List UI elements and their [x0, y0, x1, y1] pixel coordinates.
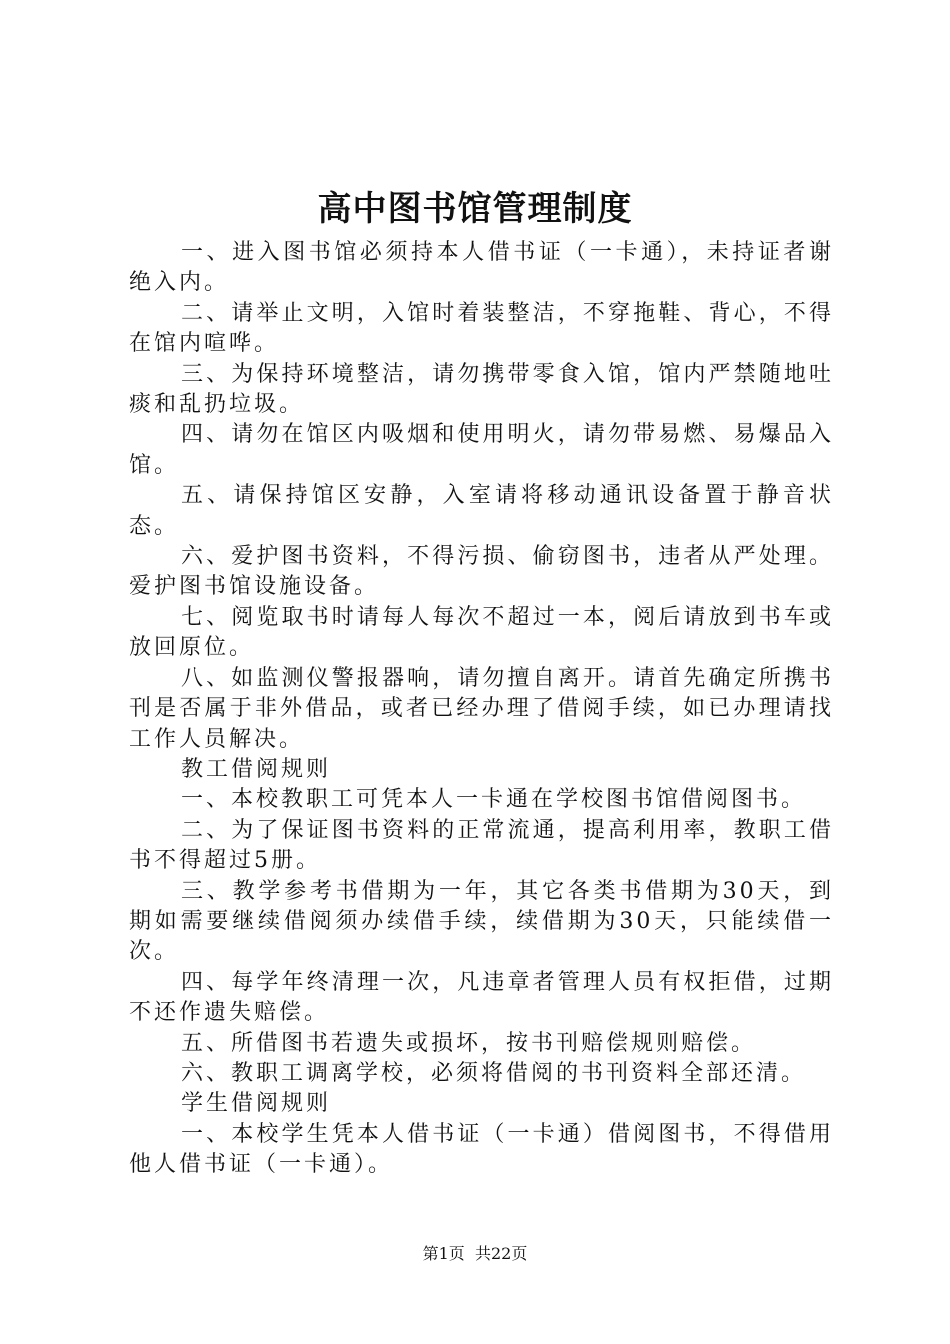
paragraph: 一、进入图书馆必须持本人借书证（一卡通），未持证者谢绝入内。 — [129, 240, 834, 296]
paragraph: 七、阅览取书时请每人每次不超过一本，阅后请放到书车或放回原位。 — [129, 604, 834, 661]
document-title: 高中图书馆管理制度 — [317, 189, 633, 229]
page-number: 第1页 — [422, 1244, 465, 1263]
paragraph: 五、所借图书若遗失或损坏，按书刊赔偿规则赔偿。 — [181, 1030, 757, 1056]
paragraph: 二、为了保证图书资料的正常流通，提高利用率，教职工借书不得超过5册。 — [129, 817, 834, 874]
paragraph: 五、请保持馆区安静，入室请将移动通讯设备置于静音状态。 — [129, 483, 834, 539]
paragraph: 四、请勿在馆区内吸烟和使用明火，请勿带易燃、易爆品入馆。 — [129, 422, 834, 478]
page-total: 共22页 — [474, 1244, 528, 1263]
paragraph: 八、如监测仪警报器响，请勿擅自离开。请首先确定所携书刊是否属于非外借品，或者已经办理了借阅手续，如已办理请找工作人员解决。 — [129, 665, 834, 752]
footer-spacer — [465, 1244, 475, 1263]
page-footer — [0, 1242, 950, 1266]
paragraph: 六、爱护图书资料，不得污损、偷窃图书，违者从严处理。爱护图书馆设施设备。 — [129, 544, 834, 600]
section-heading: 学生借阅规则 — [181, 1091, 332, 1117]
paragraph: 二、请举止文明，入馆时着装整洁，不穿拖鞋、背心，不得在馆内喧哗。 — [129, 300, 834, 357]
paragraph: 六、教职工调离学校，必须将借阅的书刊资料全部还清。 — [181, 1060, 807, 1086]
section-heading: 教工借阅规则 — [181, 756, 332, 782]
paragraph: 三、为保持环境整洁，请勿携带零食入馆，馆内严禁随地吐痰和乱扔垃圾。 — [129, 361, 834, 418]
paragraph: 一、本校教职工可凭本人一卡通在学校图书馆借阅图书。 — [181, 787, 807, 813]
paragraph: 四、每学年终清理一次，凡违章者管理人员有权拒借，过期不还作遗失赔偿。 — [129, 969, 834, 1026]
document-body — [129, 238, 834, 1181]
paragraph: 一、本校学生凭本人借书证（一卡通）借阅图书，不得借用他人借书证（一卡通）。 — [129, 1121, 834, 1178]
paragraph: 三、教学参考书借期为一年，其它各类书借期为30天，到期如需要继续借阅须办续借手续，续借期为30天，只能续借一次。 — [129, 878, 834, 965]
